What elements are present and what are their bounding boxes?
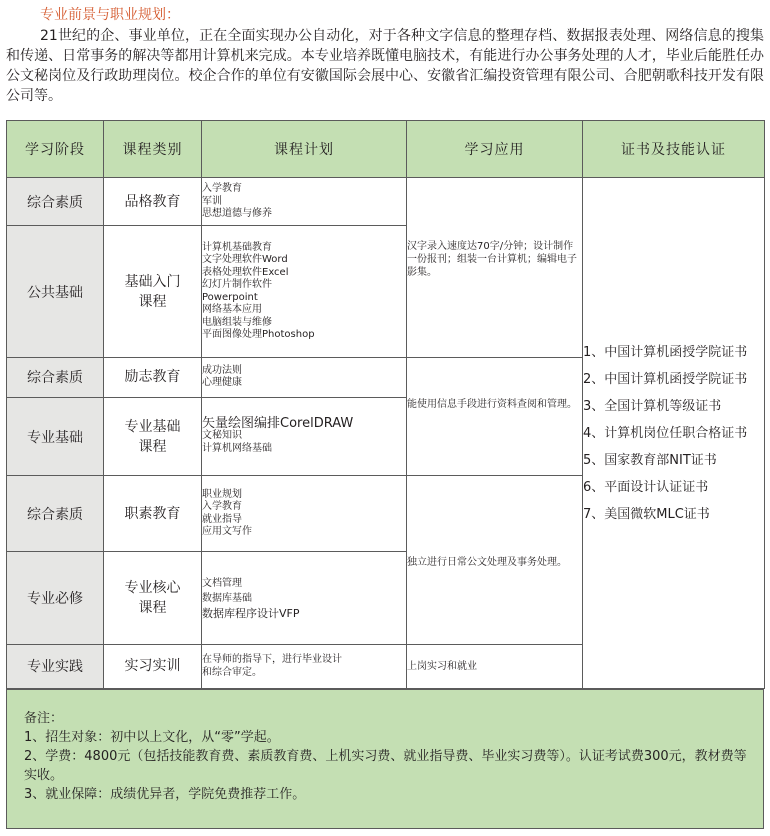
notes-section — [6, 689, 764, 829]
intro-section — [6, 4, 764, 106]
stage-cell: 专业必修 — [7, 552, 104, 644]
course-item: 文秘知识 — [202, 430, 242, 442]
header-application: 学习应用 — [407, 121, 583, 178]
course-item: 心理健康 — [202, 377, 242, 389]
course-item: 职业规划 — [202, 488, 242, 500]
application-cell — [407, 178, 583, 358]
course-item: Powerpoint — [202, 291, 258, 303]
category-cell: 励志教育 — [104, 357, 202, 397]
application-cell — [407, 476, 583, 645]
intro-paragraph: 21世纪的企、事业单位，正在全面实现办公自动化，对于各种文字信息的整理存档、数据报表处理、网络信息的搜集和传递、日常事务的解决等都用计算机来完成。本专业培养既懂电脑技术，有能进行办公事务处理的人才，毕业后能胜任办公文秘岗位及行政助理岗位。校企合作的单位有安徽国际会展中心、安徽省汇编投资管理有限公司、合肥朝歌科技开发有限公司等。 — [6, 28, 764, 104]
certificate-cell — [583, 178, 765, 689]
header-category: 课程类别 — [104, 121, 202, 178]
certificate-item: 4、计算机岗位任职合格证书 — [583, 425, 748, 441]
category-text: 基础入门课程 — [124, 273, 181, 310]
course-item: 网络基本应用 — [202, 304, 262, 316]
course-items-cell — [202, 476, 407, 552]
note-item: 1、招生对象：初中以上文化，从“零”学起。 — [24, 730, 280, 745]
category-cell — [104, 397, 202, 475]
stage-cell: 综合素质 — [7, 357, 104, 397]
course-item: 电脑组装与维修 — [202, 316, 272, 328]
stage-cell: 公共基础 — [7, 226, 104, 357]
course-item: 数据库程序设计VFP — [202, 606, 300, 620]
course-item: 应用文写作 — [202, 526, 252, 538]
course-items-cell — [202, 644, 407, 688]
certificate-item: 2、中国计算机函授学院证书 — [583, 371, 748, 387]
course-item: 文字处理软件Word — [202, 254, 288, 266]
category-text: 专业核心课程 — [124, 580, 181, 617]
course-item: 数据库基础 — [202, 592, 252, 604]
application-text: 汉字录入速度达70字/分钟；设计制作一份报刊；组装一台计算机；编辑电子影集。 — [407, 241, 577, 279]
certificate-item: 6、平面设计认证证书 — [583, 479, 709, 495]
course-item: 在导师的指导下，进行毕业设计 — [202, 654, 342, 666]
course-item: 幻灯片制作软件 — [202, 279, 272, 291]
category-cell — [104, 552, 202, 644]
stage-cell: 专业实践 — [7, 644, 104, 688]
course-items-cell — [202, 178, 407, 226]
course-item: 矢量绘图编排CorelDRAW — [202, 415, 354, 431]
certificate-item: 7、美国微软MLC证书 — [583, 506, 710, 522]
category-cell: 实习实训 — [104, 644, 202, 688]
course-plan-table — [6, 120, 765, 689]
course-items-cell — [202, 357, 407, 397]
note-item: 3、就业保障：成绩优异者，学院免费推荐工作。 — [24, 787, 306, 802]
course-item: 就业指导 — [202, 513, 242, 525]
header-stage: 学习阶段 — [7, 121, 104, 178]
course-item: 入学教育 — [202, 183, 242, 195]
category-cell — [104, 226, 202, 357]
course-items-cell — [202, 552, 407, 644]
table-header-row — [7, 121, 765, 178]
category-cell: 品格教育 — [104, 178, 202, 226]
certificate-item: 5、国家教育部NIT证书 — [583, 452, 717, 468]
application-cell — [407, 357, 583, 475]
application-text: 上岗实习和就业 — [407, 660, 477, 672]
note-item: 2、学费：4800元（包括技能教育费、素质教育费、上机实习费、就业指导费、毕业实习费等）。认证考试费300元，教材费等实收。 — [24, 749, 747, 783]
course-item: 计算机基础教育 — [202, 241, 272, 253]
course-item: 和综合审定。 — [202, 667, 262, 679]
course-item: 平面图像处理Photoshop — [202, 329, 315, 341]
header-plan: 课程计划 — [202, 121, 407, 178]
category-cell: 职素教育 — [104, 476, 202, 552]
notes-label: 备注： — [24, 711, 64, 726]
course-item: 成功法则 — [202, 364, 242, 376]
stage-cell: 综合素质 — [7, 476, 104, 552]
table-row — [7, 178, 765, 226]
category-text: 专业基础课程 — [124, 418, 181, 455]
header-certificate: 证书及技能认证 — [583, 121, 765, 178]
course-item: 文档管理 — [202, 577, 242, 589]
stage-cell: 综合素质 — [7, 178, 104, 226]
course-item: 表格处理软件Excel — [202, 266, 289, 278]
course-item: 计算机网络基础 — [202, 442, 272, 454]
application-text: 独立进行日常公文处理及事务处理。 — [407, 557, 567, 569]
stage-cell: 专业基础 — [7, 397, 104, 475]
course-item: 军训 — [202, 195, 222, 207]
course-items-cell — [202, 226, 407, 357]
course-item: 入学教育 — [202, 501, 242, 513]
course-items-cell — [202, 397, 407, 475]
course-item: 思想道德与修养 — [202, 208, 272, 220]
application-cell — [407, 644, 583, 688]
certificate-item: 1、中国计算机函授学院证书 — [583, 344, 748, 360]
certificate-item: 3、全国计算机等级证书 — [583, 398, 722, 414]
intro-title: 专业前景与职业规划： — [40, 7, 180, 23]
application-text: 能使用信息手段进行资料查阅和管理。 — [407, 398, 577, 410]
